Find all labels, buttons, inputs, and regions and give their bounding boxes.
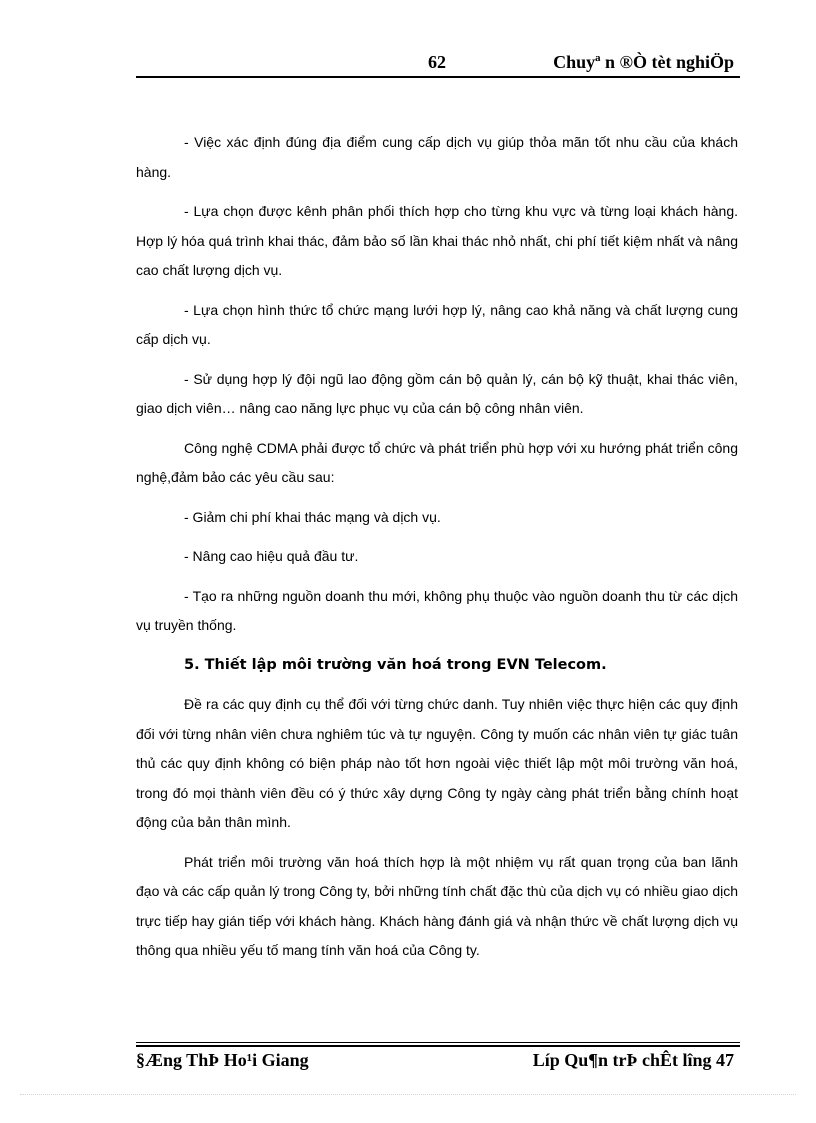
paragraph: Phát triển môi trường văn hoá thích hợp là một nhiệm vụ rất quan trọng của ban lãnh đạo và các cấp quản lý trong Công ty, bởi những tính chất đặc thù của dịch vụ có nhiều giao dịch trực tiếp hay gián tiếp với khách hàng. Khách hàng đánh giá và nhận thức về chất lượng dịch vụ thông qua nhiều yếu tố mang tính văn hoá của Công ty. <box>136 853 738 958</box>
paragraph: - Việc xác định đúng địa điểm cung cấp dịch vụ giúp thỏa mãn tốt nhu cầu của khách hàng. <box>136 134 738 180</box>
paragraph: - Lựa chọn hình thức tổ chức mạng lưới hợp lý, nâng cao khả năng và chất lượng cung cấp dịch vụ. <box>136 301 738 347</box>
section-heading: 5. Thiết lập môi trường văn hoá trong EVN Telecom. <box>184 656 607 673</box>
page-edge-divider <box>20 1094 796 1095</box>
page-footer <box>136 1050 740 1074</box>
paragraph: - Nâng cao hiệu quả đầu tư. <box>184 548 359 564</box>
paragraph: Công nghệ CDMA phải được tổ chức và phát triển phù hợp với xu hướng phát triển công nghệ,đảm bảo các yêu cầu sau: <box>136 439 738 485</box>
footer-author: §Æng ThÞ Ho¹i Giang <box>136 1050 309 1070</box>
footer-rule <box>136 1042 740 1043</box>
page-number: 62 <box>428 52 446 72</box>
paragraph: Đề ra các quy định cụ thể đối với từng chức danh. Tuy nhiên việc thực hiện các quy định đối với từng nhân viên chưa nghiêm túc và tự nguyện. Công ty muốn các nhân viên tự giác tuân thủ các quy định không có biện pháp nào tốt hơn ngoài việc thiết lập một môi trường văn hoá, trong đó mọi thành viên đều có ý thức xây dựng Công ty ngày càng phát triển bằng chính hoạt động của bản thân mình. <box>136 696 738 830</box>
page-header <box>136 46 740 76</box>
footer-rule-thick <box>136 1045 740 1047</box>
header-rule <box>136 76 740 78</box>
page-body <box>136 128 738 976</box>
paragraph: - Giảm chi phí khai thác mạng và dịch vụ. <box>184 508 441 525</box>
paragraph: - Tạo ra những nguồn doanh thu mới, không phụ thuộc vào nguồn doanh thu từ các dịch vụ truyền thống. <box>136 587 738 633</box>
footer-class-info: Líp Qu¶n trÞ chÊt lîng 47 <box>532 1050 734 1070</box>
paragraph: - Sử dụng hợp lý đội ngũ lao động gồm cán bộ quản lý, cán bộ kỹ thuật, khai thác viên, giao dịch viên… nâng cao năng lực phục vụ của cán bộ công nhân viên. <box>136 370 738 416</box>
header-title: Chuyª n ®Ò tèt nghiÖp <box>553 52 734 72</box>
paragraph: - Lựa chọn được kênh phân phối thích hợp cho từng khu vực và từng loại khách hàng. Hợp lý hóa quá trình khai thác, đảm bảo số lần khai thác nhỏ nhất, chi phí tiết kiệm nhất và nâng cao chất lượng dịch vụ. <box>136 203 738 278</box>
